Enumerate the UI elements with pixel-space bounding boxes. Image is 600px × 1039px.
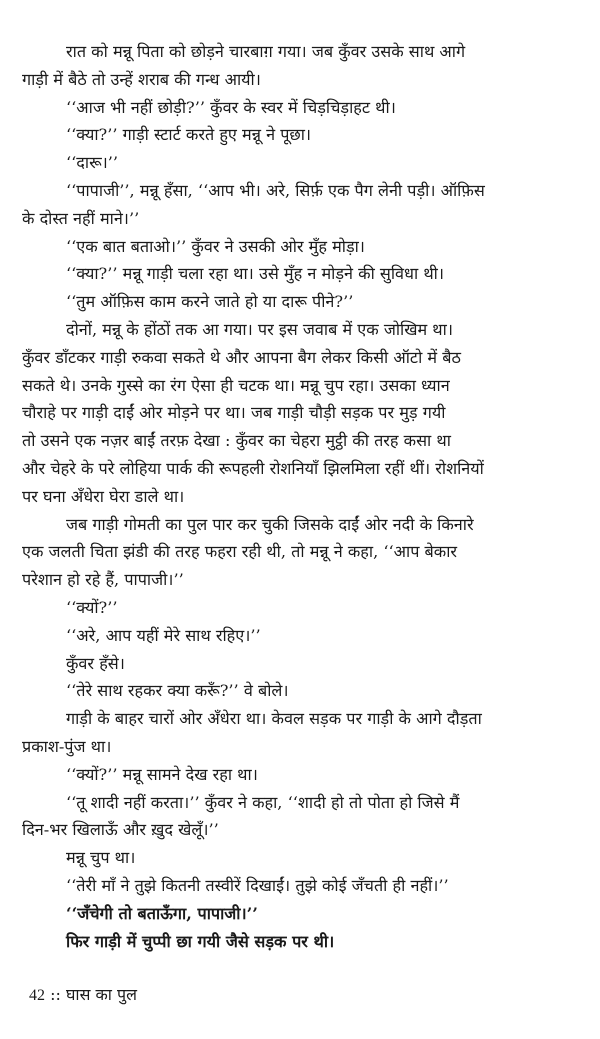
text-line: ‘‘दारू।’’ <box>66 153 119 173</box>
text-line: कुँवर डाँटकर गाड़ी रुकवा सकते थे और आपना बैग लेकर किसी ऑटो में बैठ <box>22 347 461 367</box>
text-line: प्रकाश-पुंज था। <box>22 736 112 756</box>
text-line: ‘‘क्या?’’ गाड़ी स्टार्ट करते हुए मन्नू ने पूछा। <box>66 125 312 145</box>
text-line: ‘‘क्या?’’ मन्नू गाड़ी चला रहा था। उसे मुँह न मोड़ने की सुविधा थी। <box>66 264 445 284</box>
text-line: ‘‘तू शादी नहीं करता।’’ कुँवर ने कहा, ‘‘शादी हो तो पोता हो जिसे मैं <box>66 792 460 812</box>
text-line: ‘‘क्यों?’’ <box>66 597 118 617</box>
text-line: ‘‘अरे, आप यहीं मेरे साथ रहिए।’’ <box>66 625 261 645</box>
text-line: ‘‘तुम ऑफ़िस काम करने जाते हो या दारू पीने?’’ <box>66 292 354 312</box>
text-line: तो उसने एक नज़र बाईं तरफ़ देखा : कुँवर का चेहरा मुट्ठी की तरह कसा था <box>22 431 451 451</box>
text-line: ‘‘क्यों?’’ मन्नू सामने देख रहा था। <box>66 764 258 784</box>
page-footer <box>29 985 137 1006</box>
text-line: सकते थे। उनके गुस्से का रंग ऐसा ही चटक था। मन्नू चुप रहा। उसका ध्यान <box>22 375 450 395</box>
text-line: पर घना अँधेरा घेरा डाले था। <box>22 486 185 506</box>
text-line: ‘‘एक बात बताओ।’’ कुँवर ने उसकी ओर मुँह मोड़ा। <box>66 236 365 256</box>
text-line: और चेहरे के परे लोहिया पार्क की रूपहली रोशनियाँ झिलमिला रहीं थीं। रोशनियों <box>22 458 484 478</box>
text-line: मन्नू चुप था। <box>66 848 136 868</box>
text-line: परेशान हो रहे हैं, पापाजी।’’ <box>22 570 184 590</box>
text-line: जब गाड़ी गोमती का पुल पार कर चुकी जिसके दाईं ओर नदी के किनारे <box>66 514 474 534</box>
text-line: फिर गाड़ी में चुप्पी छा गयी जैसे सड़क पर थी। <box>66 931 335 951</box>
text-line: दिन-भर खिलाऊँ और ख़ुद खेलूँ।’’ <box>22 820 219 840</box>
text-line: दोनों, मन्नू के होंठों तक आ गया। पर इस जवाब में एक जोखिम था। <box>66 319 453 339</box>
text-line: ‘‘पापाजी’’, मन्नू हँसा, ‘‘आप भी। अरे, सिर्फ़ एक पैग लेनी पड़ी। ऑफ़िस <box>66 180 485 200</box>
text-line: गाड़ी में बैठे तो उन्हें शराब की गन्ध आयी। <box>22 69 261 89</box>
footer-separator: :: <box>50 985 61 1004</box>
text-line: के दोस्त नहीं माने।’’ <box>22 208 140 228</box>
page-text-body <box>22 38 582 955</box>
text-line: गाड़ी के बाहर चारों ओर अँधेरा था। केवल सड़क पर गाड़ी के आगे दौड़ता <box>66 709 482 729</box>
text-line: ‘‘आज भी नहीं छोड़ी?’’ कुँवर के स्वर में चिड़चिड़ाहट थी। <box>66 97 396 117</box>
page-number: 42 <box>29 987 45 1004</box>
text-line: रात को मन्नू पिता को छोड़ने चारबाग़ गया। जब कुँवर उसके साथ आगे <box>66 42 466 61</box>
text-line: एक जलती चिता झंडी की तरह फहरा रही थी, तो मन्नू ने कहा, ‘‘आप बेकार <box>22 542 458 562</box>
text-line: ‘‘जँचेगी तो बताऊँगा, पापाजी।’’ <box>66 903 258 923</box>
book-title: घास का पुल <box>65 985 137 1004</box>
text-line: कुँवर हँसे। <box>66 653 125 673</box>
text-line: ‘‘तेरी माँ ने तुझे कितनी तस्वीरें दिखाईं। तुझे कोई जँचती ही नहीं।’’ <box>66 875 449 895</box>
text-line: चौराहे पर गाड़ी दाईं ओर मोड़ने पर था। जब गाड़ी चौड़ी सड़क पर मुड़ गयी <box>22 403 446 423</box>
text-line: ‘‘तेरे साथ रहकर क्या करूँ?’’ वे बोले। <box>66 681 289 701</box>
